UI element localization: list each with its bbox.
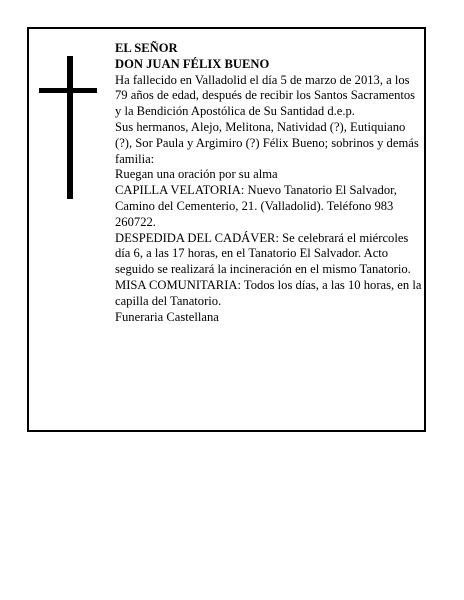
prayer-request: Ruegan una oración por su alma bbox=[115, 167, 278, 182]
cross-vertical-bar bbox=[67, 56, 73, 199]
mass-text: Todos los días, a las 10 horas, en la capilla del Tanatorio. bbox=[115, 277, 422, 308]
mass-label: MISA COMUNITARIA: bbox=[115, 277, 241, 292]
notice-heading-title: EL SEÑOR bbox=[115, 41, 178, 55]
death-announcement: Ha fallecido en Valladolid el día 5 de marzo de 2013, a los 79 años de edad, después de recibir los Santos Sacramentos y la Bendición Apostólica de Su Santidad d.e.p. bbox=[115, 72, 416, 119]
chapel-text: Nuevo Tanatorio El Salvador, Camino del Cementerio, 21. (Valladolid). Teléfono 983 260722. bbox=[115, 183, 397, 229]
obituary-notice bbox=[27, 27, 426, 432]
cross-horizontal-bar bbox=[39, 88, 97, 93]
farewell-text: Se celebrará el miércoles día 6, a las 17 horas, en el Tanatorio El Salvador. Acto seguido se realizará la incineración en el mismo Tanatorio. bbox=[115, 230, 411, 277]
farewell-label: DESPEDIDA DEL CADÁVER: bbox=[115, 230, 279, 245]
chapel-label: CAPILLA VELATORIA: bbox=[115, 183, 245, 198]
mass-info bbox=[115, 278, 423, 310]
farewell-info bbox=[115, 231, 423, 278]
chapel-info bbox=[115, 183, 423, 230]
funeral-home-name: Funeraria Castellana bbox=[115, 309, 219, 324]
notice-body bbox=[115, 41, 423, 325]
deceased-name: DON JUAN FÉLIX BUENO bbox=[115, 56, 270, 71]
family-list: Sus hermanos, Alejo, Melitona, Natividad (?), Eutiquiano (?), Sor Paula y Argimiro (?) Félix Bueno; sobrinos y demás familia: bbox=[115, 119, 419, 166]
